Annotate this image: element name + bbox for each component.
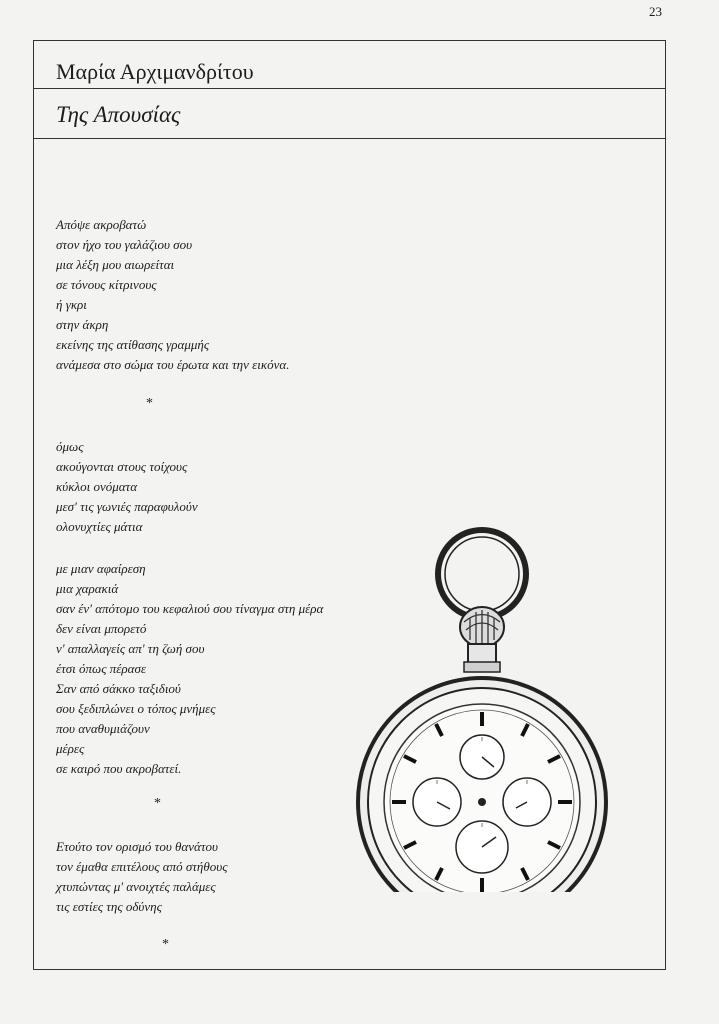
title-row xyxy=(34,89,665,139)
stanza-2 xyxy=(56,437,198,537)
pocket-watch-icon xyxy=(352,522,612,892)
poem-line: Απόψε ακροβατώ xyxy=(56,217,147,232)
poem-line: μια λέξη μου αιωρείται xyxy=(56,257,175,272)
poem-line: τις εστίες της οδύνης xyxy=(56,899,162,914)
poem-line: σε καιρό που ακροβατεί. xyxy=(56,761,182,776)
poem-line: χτυπώντας μ' ανοιχτές παλάμες xyxy=(56,879,216,894)
poem-line: ν' απαλλαγείς απ' τη ζωή σου xyxy=(56,641,205,656)
poem-line: όμως xyxy=(56,439,84,454)
poem-line: σε τόνους κίτρινους xyxy=(56,277,157,292)
stanza-3 xyxy=(56,559,323,779)
stanza-separator: * xyxy=(146,396,153,411)
poem-line: δεν είναι μπορετό xyxy=(56,621,147,636)
poem-line: εκείνης της ατίθασης γραμμής xyxy=(56,337,210,352)
author-row xyxy=(34,41,665,89)
stanza-separator: * xyxy=(154,796,161,811)
poem-line: Σαν από σάκκο ταξιδιού xyxy=(56,681,181,696)
stanza-4 xyxy=(56,837,227,917)
poem-line: σαν έν' απότομο του κεφαλιού σου τίναγμα στη μέρα xyxy=(56,601,324,616)
poem-line: ολονυχτίες μάτια xyxy=(56,519,143,534)
poem-line: ακούγονται στους τοίχους xyxy=(56,459,188,474)
poem-title: Της Απουσίας xyxy=(56,102,181,127)
poem-line: μια χαρακιά xyxy=(56,581,119,596)
poem-line: σου ξεδιπλώνει ο τόπος μνήμες xyxy=(56,701,216,716)
poem-line: που αναθυμιάζουν xyxy=(56,721,150,736)
poem-line: με μιαν αφαίρεση xyxy=(56,561,146,576)
poem-line: Ετούτο τον ορισμό του θανάτου xyxy=(56,839,218,854)
poem-line: τον έμαθα επιτέλους από στήθους xyxy=(56,859,228,874)
poem-line: στον ήχο του γαλάζιου σου xyxy=(56,237,193,252)
poem-line: ή γκρι xyxy=(56,297,87,312)
author-name: Μαρία Αρχιμανδρίτου xyxy=(56,59,254,84)
stanza-1 xyxy=(56,215,289,375)
poem-line: μεσ' τις γωνιές παραφυλούν xyxy=(56,499,198,514)
page-number: 23 xyxy=(649,4,662,19)
poem-line: ανάμεσα στο σώμα του έρωτα και την εικόνα. xyxy=(56,357,290,372)
poem-line: κύκλοι ονόματα xyxy=(56,479,138,494)
poem-line: μέρες xyxy=(56,741,85,756)
stanza-separator: * xyxy=(162,937,169,952)
poem-line: έτσι όπως πέρασε xyxy=(56,661,146,676)
poem-line: στην άκρη xyxy=(56,317,109,332)
